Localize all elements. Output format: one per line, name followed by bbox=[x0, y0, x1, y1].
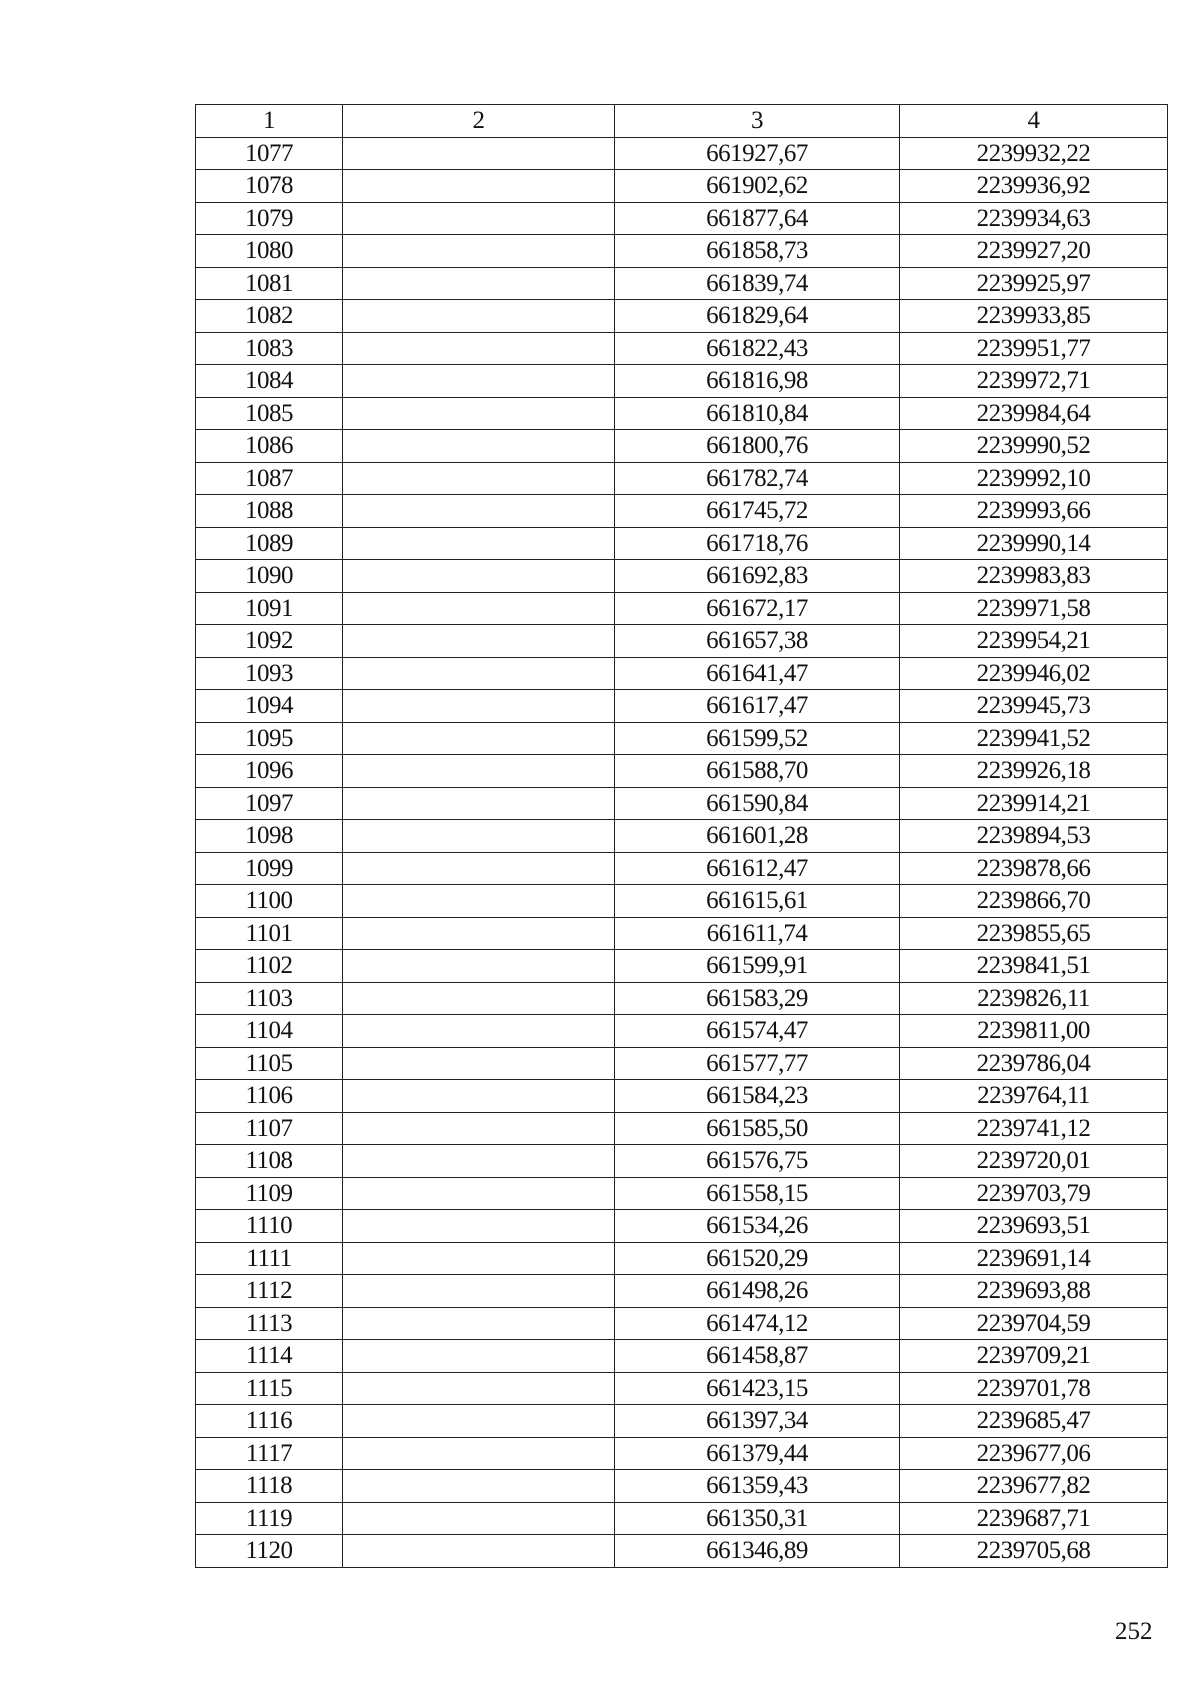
table-row bbox=[196, 722, 1168, 755]
point-number-cell: 1089 bbox=[196, 527, 343, 560]
point-number-cell: 1113 bbox=[196, 1307, 343, 1340]
x-coordinate-cell: 661816,98 bbox=[615, 365, 900, 398]
x-coordinate-cell: 661350,31 bbox=[615, 1502, 900, 1535]
description-cell bbox=[343, 852, 615, 885]
x-coordinate-cell: 661822,43 bbox=[615, 332, 900, 365]
coordinates-table bbox=[195, 104, 1168, 1568]
table-row bbox=[196, 852, 1168, 885]
table-row bbox=[196, 1307, 1168, 1340]
y-coordinate-cell: 2239705,68 bbox=[900, 1535, 1168, 1568]
table-row bbox=[196, 462, 1168, 495]
table-row bbox=[196, 885, 1168, 918]
point-number-cell: 1090 bbox=[196, 560, 343, 593]
description-cell bbox=[343, 1015, 615, 1048]
description-cell bbox=[343, 1502, 615, 1535]
y-coordinate-cell: 2239990,52 bbox=[900, 430, 1168, 463]
table-row bbox=[196, 430, 1168, 463]
y-coordinate-cell: 2239704,59 bbox=[900, 1307, 1168, 1340]
table-row bbox=[196, 820, 1168, 853]
table-row bbox=[196, 657, 1168, 690]
point-number-cell: 1080 bbox=[196, 235, 343, 268]
x-coordinate-cell: 661641,47 bbox=[615, 657, 900, 690]
x-coordinate-cell: 661346,89 bbox=[615, 1535, 900, 1568]
y-coordinate-cell: 2239741,12 bbox=[900, 1112, 1168, 1145]
y-coordinate-cell: 2239811,00 bbox=[900, 1015, 1168, 1048]
x-coordinate-cell: 661672,17 bbox=[615, 592, 900, 625]
point-number-cell: 1118 bbox=[196, 1470, 343, 1503]
description-cell bbox=[343, 787, 615, 820]
point-number-cell: 1088 bbox=[196, 495, 343, 528]
y-coordinate-cell: 2239927,20 bbox=[900, 235, 1168, 268]
y-coordinate-cell: 2239685,47 bbox=[900, 1405, 1168, 1438]
table-row bbox=[196, 397, 1168, 430]
point-number-cell: 1104 bbox=[196, 1015, 343, 1048]
description-cell bbox=[343, 1112, 615, 1145]
column-header-1: 1 bbox=[196, 105, 343, 138]
table-row bbox=[196, 1015, 1168, 1048]
table-row bbox=[196, 1535, 1168, 1568]
table-row bbox=[196, 527, 1168, 560]
table-row bbox=[196, 787, 1168, 820]
point-number-cell: 1091 bbox=[196, 592, 343, 625]
description-cell bbox=[343, 527, 615, 560]
table-row bbox=[196, 332, 1168, 365]
x-coordinate-cell: 661574,47 bbox=[615, 1015, 900, 1048]
point-number-cell: 1086 bbox=[196, 430, 343, 463]
y-coordinate-cell: 2239971,58 bbox=[900, 592, 1168, 625]
point-number-cell: 1096 bbox=[196, 755, 343, 788]
description-cell bbox=[343, 397, 615, 430]
y-coordinate-cell: 2239701,78 bbox=[900, 1372, 1168, 1405]
x-coordinate-cell: 661584,23 bbox=[615, 1080, 900, 1113]
y-coordinate-cell: 2239941,52 bbox=[900, 722, 1168, 755]
x-coordinate-cell: 661474,12 bbox=[615, 1307, 900, 1340]
table-row bbox=[196, 1502, 1168, 1535]
description-cell bbox=[343, 690, 615, 723]
x-coordinate-cell: 661782,74 bbox=[615, 462, 900, 495]
x-coordinate-cell: 661558,15 bbox=[615, 1177, 900, 1210]
description-cell bbox=[343, 722, 615, 755]
y-coordinate-cell: 2239990,14 bbox=[900, 527, 1168, 560]
point-number-cell: 1098 bbox=[196, 820, 343, 853]
x-coordinate-cell: 661599,91 bbox=[615, 950, 900, 983]
description-cell bbox=[343, 430, 615, 463]
x-coordinate-cell: 661612,47 bbox=[615, 852, 900, 885]
table-row bbox=[196, 625, 1168, 658]
x-coordinate-cell: 661877,64 bbox=[615, 202, 900, 235]
table-row bbox=[196, 560, 1168, 593]
y-coordinate-cell: 2239866,70 bbox=[900, 885, 1168, 918]
description-cell bbox=[343, 1535, 615, 1568]
y-coordinate-cell: 2239764,11 bbox=[900, 1080, 1168, 1113]
description-cell bbox=[343, 1242, 615, 1275]
y-coordinate-cell: 2239855,65 bbox=[900, 917, 1168, 950]
table-row bbox=[196, 202, 1168, 235]
x-coordinate-cell: 661611,74 bbox=[615, 917, 900, 950]
description-cell bbox=[343, 625, 615, 658]
description-cell bbox=[343, 982, 615, 1015]
point-number-cell: 1100 bbox=[196, 885, 343, 918]
x-coordinate-cell: 661520,29 bbox=[615, 1242, 900, 1275]
y-coordinate-cell: 2239984,64 bbox=[900, 397, 1168, 430]
y-coordinate-cell: 2239786,04 bbox=[900, 1047, 1168, 1080]
y-coordinate-cell: 2239936,92 bbox=[900, 170, 1168, 203]
y-coordinate-cell: 2239691,14 bbox=[900, 1242, 1168, 1275]
x-coordinate-cell: 661359,43 bbox=[615, 1470, 900, 1503]
table-row bbox=[196, 1405, 1168, 1438]
table-row bbox=[196, 1145, 1168, 1178]
x-coordinate-cell: 661692,83 bbox=[615, 560, 900, 593]
x-coordinate-cell: 661458,87 bbox=[615, 1340, 900, 1373]
y-coordinate-cell: 2239841,51 bbox=[900, 950, 1168, 983]
description-cell bbox=[343, 462, 615, 495]
point-number-cell: 1087 bbox=[196, 462, 343, 495]
y-coordinate-cell: 2239925,97 bbox=[900, 267, 1168, 300]
y-coordinate-cell: 2239932,22 bbox=[900, 137, 1168, 170]
description-cell bbox=[343, 1145, 615, 1178]
description-cell bbox=[343, 1372, 615, 1405]
description-cell bbox=[343, 755, 615, 788]
table-row bbox=[196, 690, 1168, 723]
description-cell bbox=[343, 495, 615, 528]
description-cell bbox=[343, 1307, 615, 1340]
description-cell bbox=[343, 267, 615, 300]
x-coordinate-cell: 661810,84 bbox=[615, 397, 900, 430]
x-coordinate-cell: 661829,64 bbox=[615, 300, 900, 333]
description-cell bbox=[343, 917, 615, 950]
description-cell bbox=[343, 170, 615, 203]
point-number-cell: 1094 bbox=[196, 690, 343, 723]
point-number-cell: 1105 bbox=[196, 1047, 343, 1080]
y-coordinate-cell: 2239677,06 bbox=[900, 1437, 1168, 1470]
point-number-cell: 1115 bbox=[196, 1372, 343, 1405]
y-coordinate-cell: 2239945,73 bbox=[900, 690, 1168, 723]
x-coordinate-cell: 661745,72 bbox=[615, 495, 900, 528]
x-coordinate-cell: 661902,62 bbox=[615, 170, 900, 203]
description-cell bbox=[343, 885, 615, 918]
y-coordinate-cell: 2239894,53 bbox=[900, 820, 1168, 853]
point-number-cell: 1112 bbox=[196, 1275, 343, 1308]
description-cell bbox=[343, 820, 615, 853]
x-coordinate-cell: 661800,76 bbox=[615, 430, 900, 463]
description-cell bbox=[343, 235, 615, 268]
table-row bbox=[196, 982, 1168, 1015]
x-coordinate-cell: 661615,61 bbox=[615, 885, 900, 918]
x-coordinate-cell: 661583,29 bbox=[615, 982, 900, 1015]
point-number-cell: 1078 bbox=[196, 170, 343, 203]
x-coordinate-cell: 661577,77 bbox=[615, 1047, 900, 1080]
y-coordinate-cell: 2239934,63 bbox=[900, 202, 1168, 235]
table-row bbox=[196, 755, 1168, 788]
point-number-cell: 1097 bbox=[196, 787, 343, 820]
y-coordinate-cell: 2239993,66 bbox=[900, 495, 1168, 528]
table-row bbox=[196, 950, 1168, 983]
description-cell bbox=[343, 1080, 615, 1113]
point-number-cell: 1120 bbox=[196, 1535, 343, 1568]
table-row bbox=[196, 495, 1168, 528]
table-row bbox=[196, 1340, 1168, 1373]
column-header-4: 4 bbox=[900, 105, 1168, 138]
point-number-cell: 1092 bbox=[196, 625, 343, 658]
point-number-cell: 1102 bbox=[196, 950, 343, 983]
point-number-cell: 1083 bbox=[196, 332, 343, 365]
description-cell bbox=[343, 1047, 615, 1080]
y-coordinate-cell: 2239926,18 bbox=[900, 755, 1168, 788]
table-row bbox=[196, 1177, 1168, 1210]
table-row bbox=[196, 917, 1168, 950]
description-cell bbox=[343, 1275, 615, 1308]
point-number-cell: 1116 bbox=[196, 1405, 343, 1438]
description-cell bbox=[343, 950, 615, 983]
table-row bbox=[196, 267, 1168, 300]
y-coordinate-cell: 2239720,01 bbox=[900, 1145, 1168, 1178]
y-coordinate-cell: 2239933,85 bbox=[900, 300, 1168, 333]
page-number: 252 bbox=[1115, 1618, 1153, 1645]
y-coordinate-cell: 2239687,71 bbox=[900, 1502, 1168, 1535]
table-row bbox=[196, 235, 1168, 268]
point-number-cell: 1119 bbox=[196, 1502, 343, 1535]
y-coordinate-cell: 2239914,21 bbox=[900, 787, 1168, 820]
y-coordinate-cell: 2239946,02 bbox=[900, 657, 1168, 690]
table-row bbox=[196, 365, 1168, 398]
description-cell bbox=[343, 137, 615, 170]
point-number-cell: 1109 bbox=[196, 1177, 343, 1210]
table-row bbox=[196, 1470, 1168, 1503]
x-coordinate-cell: 661601,28 bbox=[615, 820, 900, 853]
description-cell bbox=[343, 1405, 615, 1438]
point-number-cell: 1077 bbox=[196, 137, 343, 170]
description-cell bbox=[343, 202, 615, 235]
description-cell bbox=[343, 592, 615, 625]
table-row bbox=[196, 137, 1168, 170]
x-coordinate-cell: 661590,84 bbox=[615, 787, 900, 820]
y-coordinate-cell: 2239951,77 bbox=[900, 332, 1168, 365]
y-coordinate-cell: 2239972,71 bbox=[900, 365, 1168, 398]
description-cell bbox=[343, 300, 615, 333]
point-number-cell: 1079 bbox=[196, 202, 343, 235]
y-coordinate-cell: 2239693,88 bbox=[900, 1275, 1168, 1308]
x-coordinate-cell: 661858,73 bbox=[615, 235, 900, 268]
y-coordinate-cell: 2239878,66 bbox=[900, 852, 1168, 885]
point-number-cell: 1081 bbox=[196, 267, 343, 300]
point-number-cell: 1101 bbox=[196, 917, 343, 950]
x-coordinate-cell: 661599,52 bbox=[615, 722, 900, 755]
point-number-cell: 1107 bbox=[196, 1112, 343, 1145]
description-cell bbox=[343, 1177, 615, 1210]
point-number-cell: 1085 bbox=[196, 397, 343, 430]
y-coordinate-cell: 2239677,82 bbox=[900, 1470, 1168, 1503]
table-row bbox=[196, 1047, 1168, 1080]
table-row bbox=[196, 1242, 1168, 1275]
x-coordinate-cell: 661379,44 bbox=[615, 1437, 900, 1470]
description-cell bbox=[343, 332, 615, 365]
table-row bbox=[196, 1112, 1168, 1145]
x-coordinate-cell: 661498,26 bbox=[615, 1275, 900, 1308]
point-number-cell: 1117 bbox=[196, 1437, 343, 1470]
table-row bbox=[196, 1210, 1168, 1243]
column-header-3: 3 bbox=[615, 105, 900, 138]
x-coordinate-cell: 661576,75 bbox=[615, 1145, 900, 1178]
description-cell bbox=[343, 365, 615, 398]
point-number-cell: 1095 bbox=[196, 722, 343, 755]
point-number-cell: 1111 bbox=[196, 1242, 343, 1275]
x-coordinate-cell: 661397,34 bbox=[615, 1405, 900, 1438]
x-coordinate-cell: 661617,47 bbox=[615, 690, 900, 723]
table-row bbox=[196, 1372, 1168, 1405]
x-coordinate-cell: 661534,26 bbox=[615, 1210, 900, 1243]
description-cell bbox=[343, 560, 615, 593]
point-number-cell: 1106 bbox=[196, 1080, 343, 1113]
x-coordinate-cell: 661718,76 bbox=[615, 527, 900, 560]
y-coordinate-cell: 2239954,21 bbox=[900, 625, 1168, 658]
description-cell bbox=[343, 657, 615, 690]
y-coordinate-cell: 2239983,83 bbox=[900, 560, 1168, 593]
x-coordinate-cell: 661585,50 bbox=[615, 1112, 900, 1145]
point-number-cell: 1114 bbox=[196, 1340, 343, 1373]
x-coordinate-cell: 661839,74 bbox=[615, 267, 900, 300]
description-cell bbox=[343, 1340, 615, 1373]
point-number-cell: 1082 bbox=[196, 300, 343, 333]
table-row bbox=[196, 1080, 1168, 1113]
point-number-cell: 1084 bbox=[196, 365, 343, 398]
x-coordinate-cell: 661927,67 bbox=[615, 137, 900, 170]
point-number-cell: 1099 bbox=[196, 852, 343, 885]
y-coordinate-cell: 2239709,21 bbox=[900, 1340, 1168, 1373]
point-number-cell: 1103 bbox=[196, 982, 343, 1015]
table-row bbox=[196, 1275, 1168, 1308]
description-cell bbox=[343, 1210, 615, 1243]
table-row bbox=[196, 592, 1168, 625]
y-coordinate-cell: 2239703,79 bbox=[900, 1177, 1168, 1210]
point-number-cell: 1108 bbox=[196, 1145, 343, 1178]
table-header-row bbox=[196, 105, 1168, 138]
x-coordinate-cell: 661657,38 bbox=[615, 625, 900, 658]
y-coordinate-cell: 2239992,10 bbox=[900, 462, 1168, 495]
point-number-cell: 1093 bbox=[196, 657, 343, 690]
description-cell bbox=[343, 1437, 615, 1470]
table-row bbox=[196, 300, 1168, 333]
description-cell bbox=[343, 1470, 615, 1503]
table-row bbox=[196, 170, 1168, 203]
point-number-cell: 1110 bbox=[196, 1210, 343, 1243]
column-header-2: 2 bbox=[343, 105, 615, 138]
table-row bbox=[196, 1437, 1168, 1470]
y-coordinate-cell: 2239826,11 bbox=[900, 982, 1168, 1015]
x-coordinate-cell: 661588,70 bbox=[615, 755, 900, 788]
y-coordinate-cell: 2239693,51 bbox=[900, 1210, 1168, 1243]
table-body bbox=[196, 137, 1168, 1567]
x-coordinate-cell: 661423,15 bbox=[615, 1372, 900, 1405]
